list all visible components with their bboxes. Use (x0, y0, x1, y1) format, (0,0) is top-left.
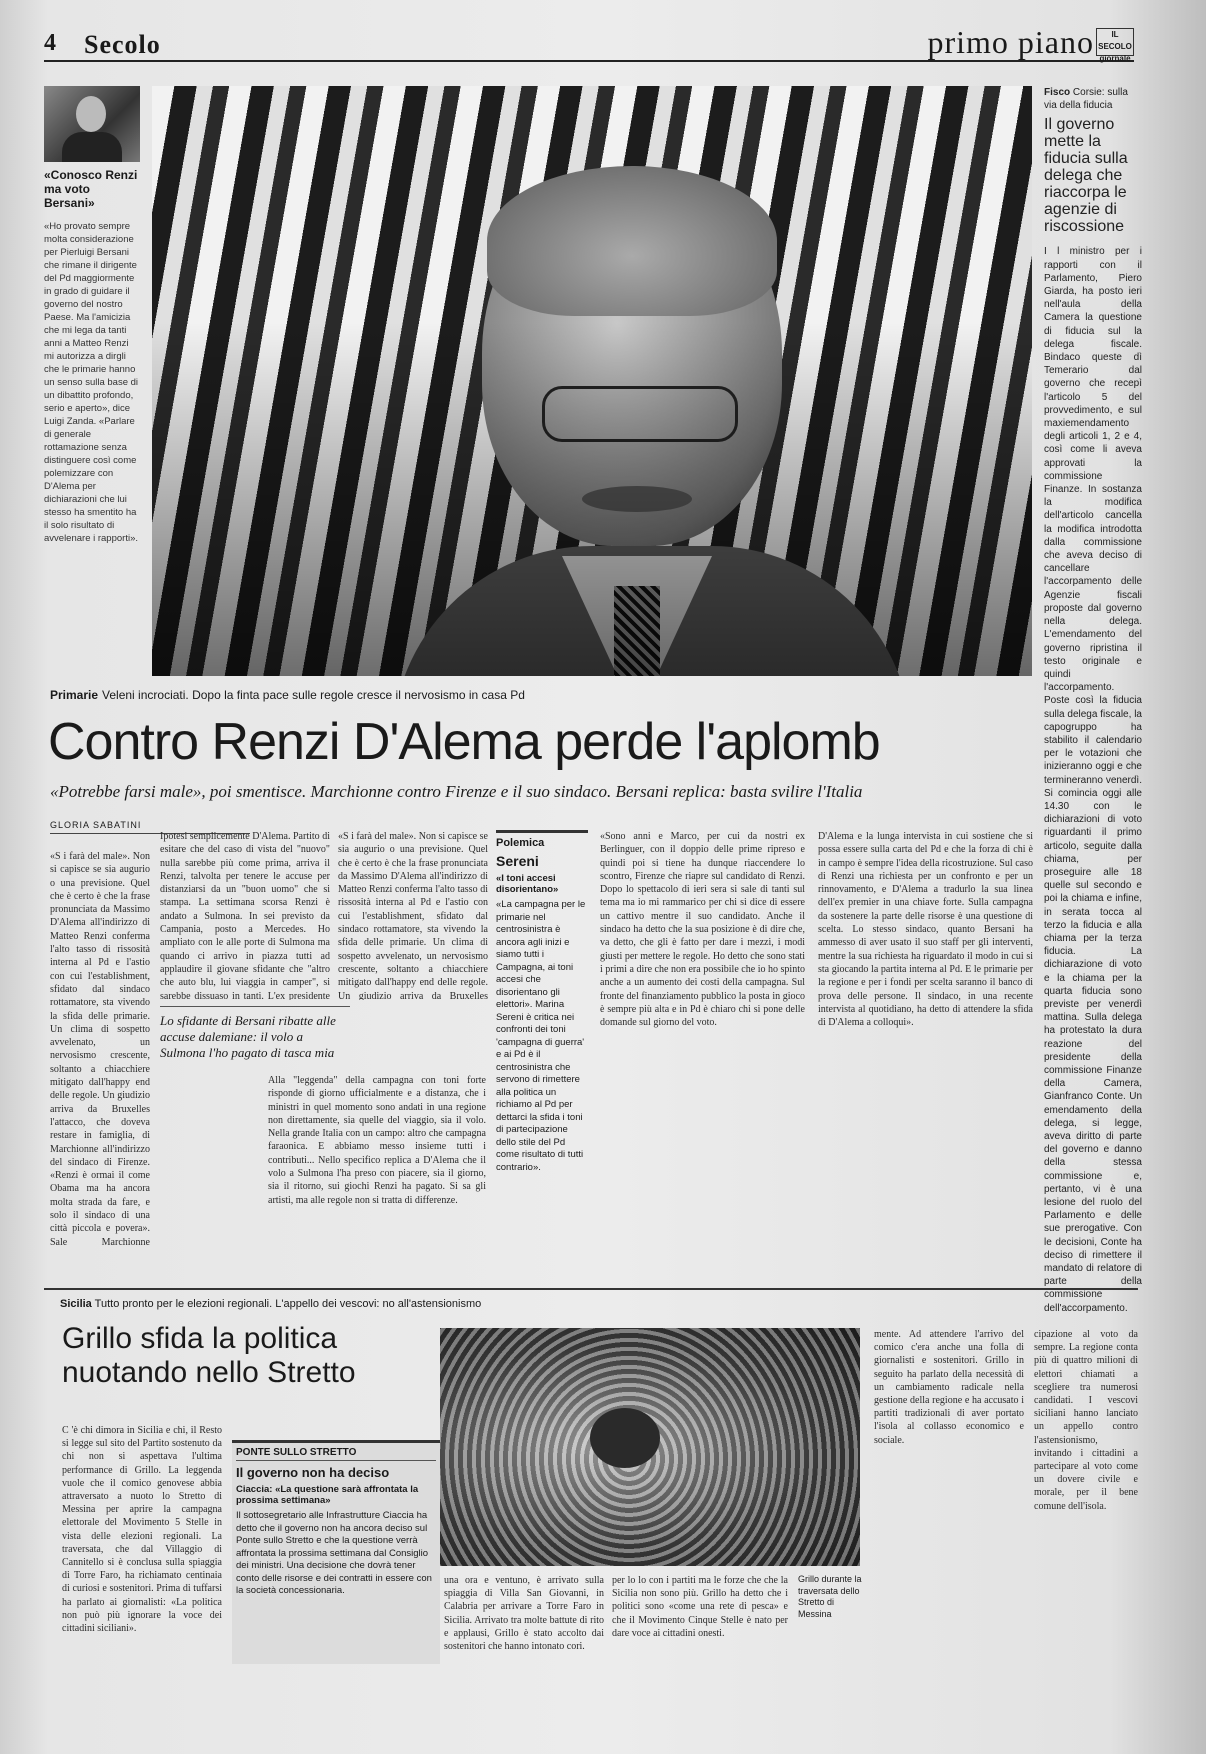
ponte-box (232, 1440, 440, 1664)
ponte-title: Il governo non ha deciso (236, 1465, 390, 1480)
polemica-box (496, 830, 588, 1174)
second-column-4: per lo lo con i partiti ma le forze che che la Sicilia non sono più. Grillo ha detto che i politici sono «come una rete di pesca» e che il Movimento Cinque Stelle è nato per dare voce ai cittadini onesti. (612, 1575, 788, 1639)
thumbnail-photo (44, 86, 140, 162)
polemica-name: Sereni (496, 853, 539, 869)
second-column-6: cipazione al voto da sempre. La regione conta più di quattro milioni di elettori chiamati a scegliere tra numerosi candidati. I vescovi siciliani hanno lanciato un appello contro l'astensionismo, invitando i cittadini a partecipare al voto come un dovere civile e morale, per il bene comune dell'isola. (1034, 1329, 1138, 1512)
kicker-label: Primarie (50, 688, 99, 702)
second-column-5: mente. Ad attendere l'arrivo del comico c'era anche una folla di giornalisti e sostenitori. Grillo in seguito ha parlato della necessità di un cambiamento radicale nella gestione della regione e ha accusato i partiti tradizionali di aver portato l'isola al collasso economico e sociale. (874, 1329, 1024, 1446)
article-column-4: «Sono anni e Marco, per cui da nostri ex Berlinguer, con il doppio delle prime ripreso e quindi poi si tiene ha dunque riaccendere lo scontro, Firenze che riapre sul candidato di Renzi. Dopo lo spettacolo di ieri sera si sale di tanti sul tema ma io mi rammarico per chi si dice di essere un cattivo mentre il suo candidato. Anche il sindaco ha detto che la sua posizione è di dire che, va detto, che gli è fatto per dare i mezzi, i modi giusti per mettere le regole. Ho detto che sono stati i primi a dire che non era possibile che io ho spinto anche a un aumento dei costi della campagna. Sul fronte del finanziamento pubblico la posta in gioco è sempre più alta e in Pd è chiaro chi si pone delle domande sul giorno del voto. (600, 831, 805, 1029)
main-kicker (50, 688, 525, 702)
section-right: primo piano (927, 24, 1094, 60)
polemica-text: «La campagna per le primarie nel centrosinistra è ancora agli inizi e siamo tutti i Campagna, ai toni accesi che disorientano gli elettori». Marina Sereni è critica nei confronti dei toni 'campagna di guerra' e ai Pd è il centrosinistra che servono di rimettere alla politica un richiamo al Pd per dettarci la sfida i toni di partecipazione dello stile del Pd come risultato di tutti contrario». (496, 899, 586, 1173)
main-subhead: «Potrebbe farsi male», poi smentisce. Marchionne contro Firenze e il suo sindaco. Bersani replica: basta svilire l'Italia (50, 782, 863, 801)
article-column-2b: Alla "leggenda" della campagna con toni forte risponde di giorno ufficialmente e a distanza, che i ministri in quel momento sono andati in una regione non direttamente, sia quelle del viaggio, sia il volo. Nella grande Italia con un campo: altro che campagna faraonica. E abbiamo messo insieme tutti i contributi... Nello specifico replica a D'Alema che il volo a Sulmona l'ha preso con piacere, sia il giorno, sia il ritorno, sui giochi Renzi ha pagato. Si sa gli artisti, ma alle regole non si tratta di differenze. (268, 1075, 486, 1206)
ponte-text: Il sottosegretario alle Infrastrutture Ciaccia ha detto che il governo non ha ancora deciso sul Ponte sullo Stretto e che la questione verrà affrontata la prossima settimana dal Consiglio dei ministri. Una decisione che dovrà tener conto delle risorse e dei contratti in essere con la società concessionaria. (236, 1510, 432, 1596)
section-rule (44, 1288, 1138, 1290)
second-kicker-label: Sicilia (60, 1298, 92, 1310)
swimming-photo (440, 1328, 860, 1566)
ponte-label: PONTE SULLO STRETTO (236, 1447, 436, 1461)
pull-quote: Lo sfidante di Bersani ribatte alle accuse dalemiane: il volo a Sulmona l'ho pagato di tasca mia (160, 1006, 350, 1061)
byline: GLORIA SABATINI (50, 820, 250, 834)
article-column-3: «S i farà del male». Non si capisce se sia augurio o una previsione. Quel che è certo è che la frase pronunciata da Massimo D'Alema all'indirizzo di Matteo Renzi conferma l'alto tasso di rissosità interna al Pd e l'astio con cui l'establishment, sfidato dal sindaco rottamatore, sta vivendo la sfida delle primarie. Un clima di sospetto avvelenato, un nervosismo crescente, soltanto a chiacchiere mitigato dall'happy end delle regole. Un giudizio arriva da Bruxelles (338, 831, 488, 1000)
fisco-title: Il governo mette la fiducia sulla delega che riaccorpa le agenzie di riscossione (1044, 116, 1128, 236)
polemica-label: Polemica (496, 837, 545, 849)
article-column-1: «S i farà del male». Non si capisce se sia augurio o una previsione. Quel che è certo è che la frase pronunciata da Massimo D'Alema all'indirizzo di Matteo Renzi conferma l'alto tasso di rissosità interna al Pd e l'astio con cui l'establishment, sfidato dal sindaco rottamatore, sta vivendo la sfida delle primarie. Un clima di sospetto avvelenato, un nervosismo crescente, soltanto a chiacchiere mitigato dall'happy end delle regole. Un giudizio arriva da Bruxelles l'attacco, che doveva restare in famiglia, di Marchionne all'indirizzo del sindaco di Firenze. «Renzi è ormai il come Obama ma ha ancora molta strada da fare, e solo il sindaco di una città piccola e povera». Sale Marchionne (50, 851, 150, 1248)
ponte-subtitle: Ciaccia: «La questione sarà affrontata la prossima settimana» (236, 1484, 419, 1506)
second-column-1: C 'è chi dimora in Sicilia e chi, il Resto si legge sul sito del Partito sostenuto da chi non si aspettava l'ultima performance di Grillo. La leggenda vuole che il comico genovese abbia attraversato a nuoto lo Stretto di Messina per aprire la campagna elettorale del Movimento 5 Stelle in vista delle elezioni regionali. La traversata, che dal Villaggio di Cannitello si è conclusa sulla spiaggia di Torre Faro, ha richiamato centinaia di curiosi e sostenitori. Prima di tuffarsi ha parlato ai giornalisti: «La politica non può più ignorare la voce dei cittadini siciliani». (62, 1425, 222, 1635)
main-photo (152, 86, 1032, 676)
photo-caption: Grillo durante la traversata dello Stretto di Messina (798, 1574, 862, 1619)
fisco-sidebar (1044, 86, 1142, 1315)
fisco-label: Fisco (1044, 87, 1071, 98)
second-column-3: una ora e ventuno, è arrivato sulla spiaggia di Villa San Giovanni, in Calabria per arrivare a Torre Faro in Sicilia. Arrivato tra molte battute di rito e applausi, Grillo è stato accolto dai sostenitori che hanno intonato cori. (444, 1575, 604, 1653)
second-kicker-text: Tutto pronto per le elezioni regionali. L'appello dei vescovi: no all'astensionismo (94, 1298, 482, 1310)
polemica-quote: «I toni accesi disorientano» (496, 873, 559, 895)
article-column-5: D'Alema e la lunga intervista in cui sostiene che si possa essere sulla carta del Pd e che la forza di chi è in campo è sempre l'idea della ricostruzione. Sul caso di Renzi una richiesta per un confronto e per un rinnovamento, e D'Alema a tradurlo la sua linea dell'ex premier in una chiave forte. Sulla campagna da sostenere la parte delle risorse è una questione di scelta. Lo stesso sindaco, quanto Bersani ha ammesso di aver usato il suo staff per gli interventi, mentre la sua richiesta ha riguardato il modo in cui si sta giocando la partita interna al Pd. E le primarie per la regione e per i fondi per scelta saranno il banco di prova delle persone. Il sindaco, in una recente intervista al quotidiano, ha detto di attendere la sfida di D'Alema a colloqui». (818, 831, 1033, 1029)
sidebar-left (44, 86, 140, 545)
fisco-label-rest: Corsie: sulla via della fiducia (1044, 87, 1128, 112)
sidebar-text: «Ho provato sempre molta considerazione per Pierluigi Bersani che rimane il dirigente del Pd maggiormente in grado di guidare il governo del nostro Paese. Ma l'amicizia che mi lega da tanti anni a Matteo Renzi mi autorizza a dirgli che le primarie hanno un senso sulla base di un dibattito profondo, serio e aperto», dice Luigi Zanda. «Parlare di generale rottamazione senza distinguere così come polemizzare con D'Alema per dichiarazioni che lui stesso ha smentito ha il solo risultato di avvelenare i rapporti». (44, 221, 139, 544)
page-number: 4 (44, 30, 56, 56)
section-name: Secolo (84, 30, 161, 59)
page-header (44, 24, 1134, 62)
kicker-text: Veleni incrociati. Dopo la finta pace sulle regole cresce il nervosismo in casa Pd (102, 688, 525, 702)
article-column-2: Ipotesi semplicemente D'Alema. Partito di esitare che del caso di vista del "nuovo" nulla sarebbe più come prima, arriva il Renzi, talvolta per tenere le accuse per distanziarsi da un "buon uomo" che si stampa. La settimana scorsa Renzi è andato a Sulmona. In sei previsto da Campania, posto a Mercedes. Ho ampliato con le alle porte di Sulmona ma quando ci arrivo in piazza tutti ad applaudire il giovane sfidante che "altro che auto blu, lui viaggia in camper", si sarebbe dissuaso in tanti. L'ex presidente (160, 831, 330, 1000)
masthead-logo: IL SECOLO giornale (1096, 28, 1134, 56)
sidebar-quote-title: «Conosco Renzi ma voto Bersani» (44, 168, 138, 210)
main-headline: Contro Renzi D'Alema perde l'aplomb (48, 713, 880, 771)
second-kicker (60, 1298, 481, 1310)
second-headline: Grillo sfida la politica nuotando nello Stretto (62, 1322, 356, 1389)
fisco-body: I l ministro per i rapporti con il Parlamento, Piero Giarda, ha posto ieri nell'aula della Camera la questione di fiducia sul la delega fiscale. Bindaco queste dì Temerario dal governo che recepì l'articolo 5 del provvedimento, e sul maxiemendamento degli articoli 1, 2 e 4, così come li aveva approvati la commissione Finanze. In sostanza la modifica dell'articolo cancella la modifica introdotta dalla commissione che aveva deciso di cancellare l'accorpamento delle Agenzie fiscali proposte dal governo nella delega. L'emendamento del governo ripristina il testo originale e quindi l'accorpamento. Poste così la fiducia sulla delega fiscale, la capogruppo ha stabilito il calendario per le votazioni che inizieranno oggi e che termineranno venerdì. Si comincia oggi alle 14.30 con le dichiarazioni di voto riguardanti il primo articolo, seguite dalla chiama, per proseguire alle 18 quelle sul secondo e poi la chiama e infine, in serata tocca al terzo la fiducia e alla chiama per la terza fiducia. La dichiarazione di voto e la chiama per la quarta fiducia sono previste per venerdì mattina. Sulla delega ha protestato la dura reazione del presidente della commissione Finanze della Camera, Gianfranco Conte. Un emendamento della delega, si legge, aveva diritto di parte del governo e danno della stessa commissione e, pertanto, vi è una lesione del ruolo del Parlamento e delle sue prerogative. Con le decisioni, Conte ha deciso di rimettere il mandato di relatore di parte della commissione dell'accorpamento. (1044, 246, 1142, 1314)
